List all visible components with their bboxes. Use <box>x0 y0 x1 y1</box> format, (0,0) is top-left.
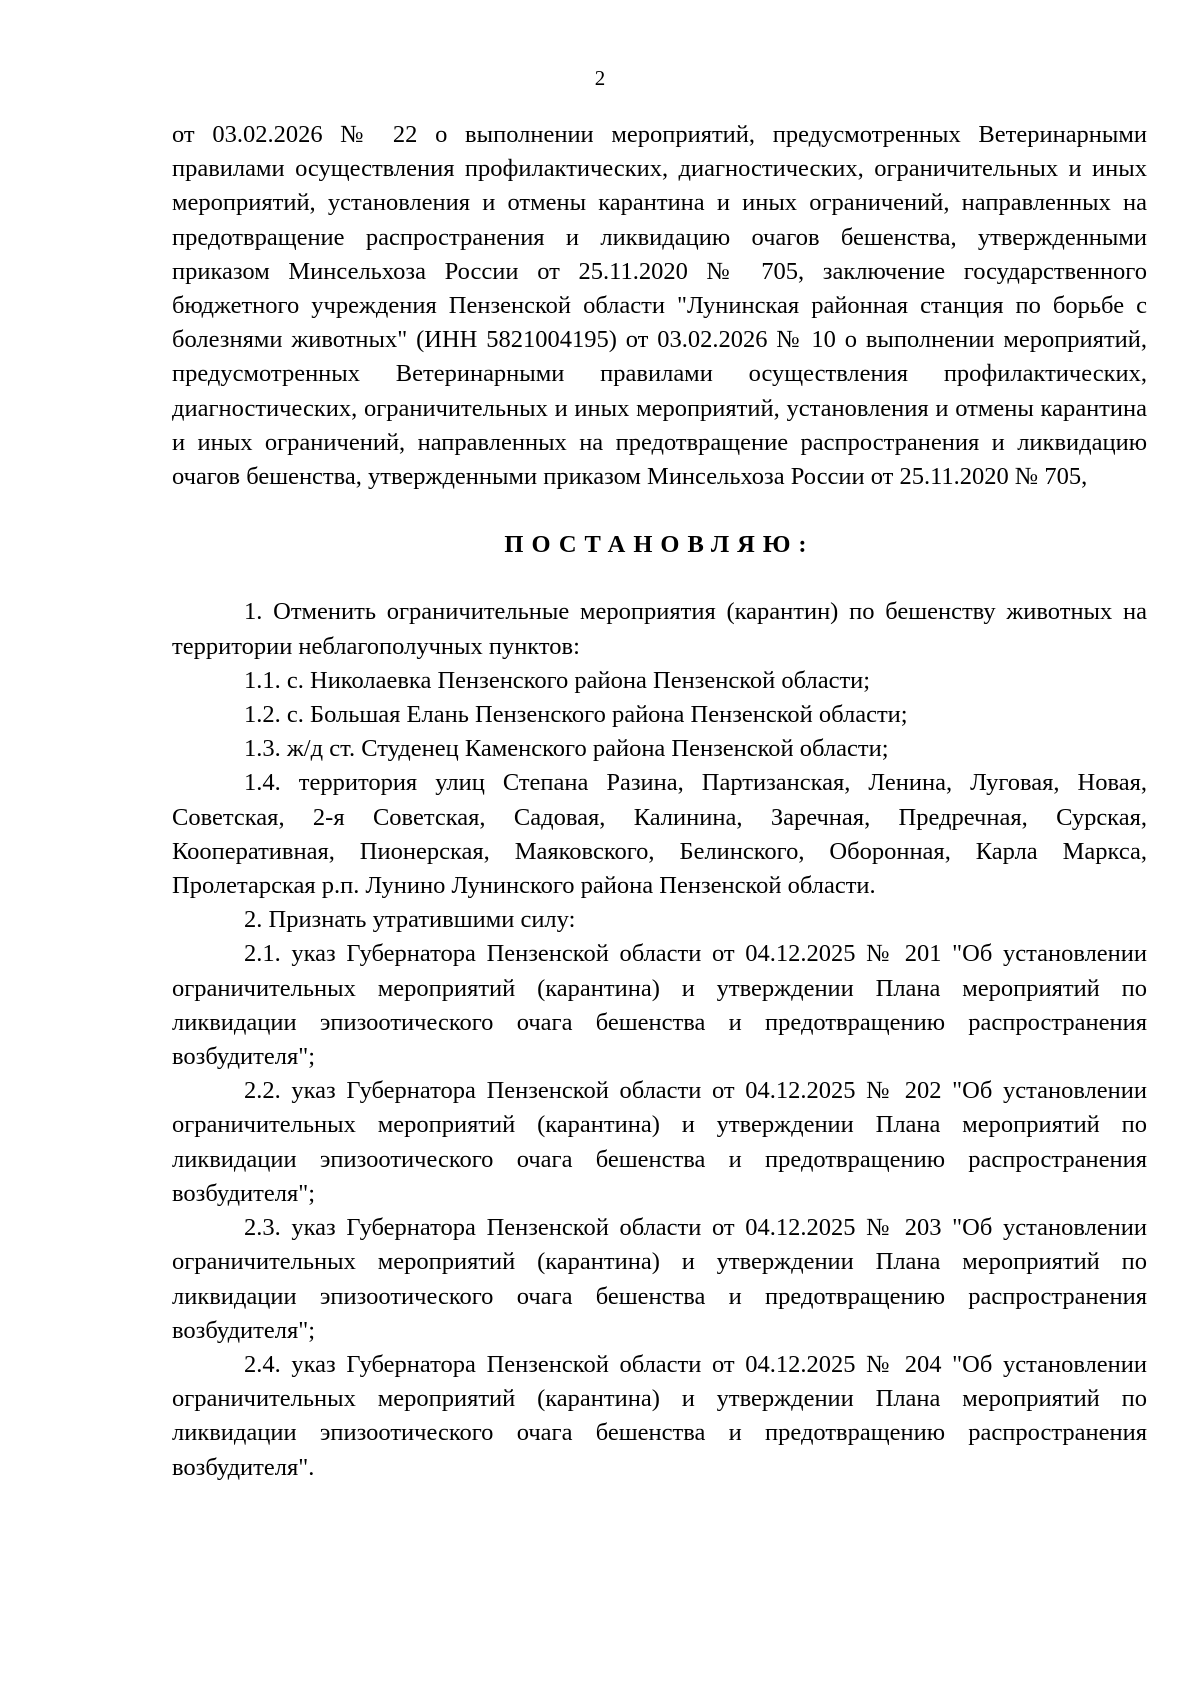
paragraph-item-1-3: 1.3. ж/д ст. Студенец Каменского района Пензенской области; <box>244 735 889 763</box>
paragraph-item-1-2: 1.2. с. Большая Елань Пензенского района Пензенской области; <box>244 701 908 729</box>
paragraph-item-2-2: 2.2. указ Губернатора Пензенской области от 04.12.2025 № 202 "Об установлении ограничительных мероприятий (карантина) и утверждении Плана мероприятий по ликвидации эпизоотического очага бешенства и предотвращению распространения возбудителя"; <box>172 1077 1147 1207</box>
page-number: 2 <box>594 66 606 90</box>
paragraph-item-2-1: 2.1. указ Губернатора Пензенской области от 04.12.2025 № 201 "Об установлении ограничительных мероприятий (карантина) и утверждении Плана мероприятий по ликвидации эпизоотического очага бешенства и предотвращению распространения возбудителя"; <box>172 940 1147 1071</box>
paragraph-item-1-4: 1.4. территория улиц Степана Разина, Партизанская, Ленина, Луговая, Новая, Советская, 2-я Советская, Садовая, Калинина, Заречная, Предречная, Сурская, Кооперативная, Пионерская, Маяковского, Белинского, Оборонная, Карла Маркса, Пролетарская р.п. Лунино Лунинского района Пензенской области. <box>172 769 1147 900</box>
paragraph-repeal: 2. Признать утратившими силу: <box>244 906 576 934</box>
document-body <box>172 118 1147 1485</box>
intro-paragraph: от 03.02.2026 № 22 о выполнении мероприятий, предусмотренных Ветеринарными правилами осуществления профилактических, диагностических, ограничительных и иных мероприятий, установления и отмены карантина и иных ограничений, направленных на предотвращение распространения и ликвидацию очагов бешенства, утвержденными приказом Минсельхоза России от 25.11.2020 № 705, заключение государственного бюджетного учреждения Пензенской области "Лунинская районная станция по борьбе с болезнями животных" (ИНН 5821004195) от 03.02.2026 № 10 о выполнении мероприятий, предусмотренных Ветеринарными правилами осуществления профилактических, диагностических, ограничительных и иных мероприятий, установления и отмены карантина и иных ограничений, направленных на предотвращение распространения и ликвидацию очагов бешенства, утвержденными приказом Минсельхоза России от 25.11.2020 № 705, <box>172 121 1147 491</box>
paragraph-item-1-1: 1.1. с. Николаевка Пензенского района Пензенской области; <box>244 666 871 694</box>
decree-heading: ПОСТАНОВЛЯЮ: <box>504 531 815 559</box>
paragraph-item-2-3: 2.3. указ Губернатора Пензенской области от 04.12.2025 № 203 "Об установлении ограничительных мероприятий (карантина) и утверждении Плана мероприятий по ликвидации эпизоотического очага бешенства и предотвращению распространения возбудителя"; <box>172 1214 1147 1344</box>
paragraph-cancel-quarantine: 1. Отменить ограничительные мероприятия (карантин) по бешенству животных на территории неблагополучных пунктов: <box>172 598 1147 660</box>
paragraph-item-2-4: 2.4. указ Губернатора Пензенской области от 04.12.2025 № 204 "Об установлении ограничительных мероприятий (карантина) и утверждении Плана мероприятий по ликвидации эпизоотического очага бешенства и предотвращению распространения возбудителя". <box>172 1350 1147 1481</box>
